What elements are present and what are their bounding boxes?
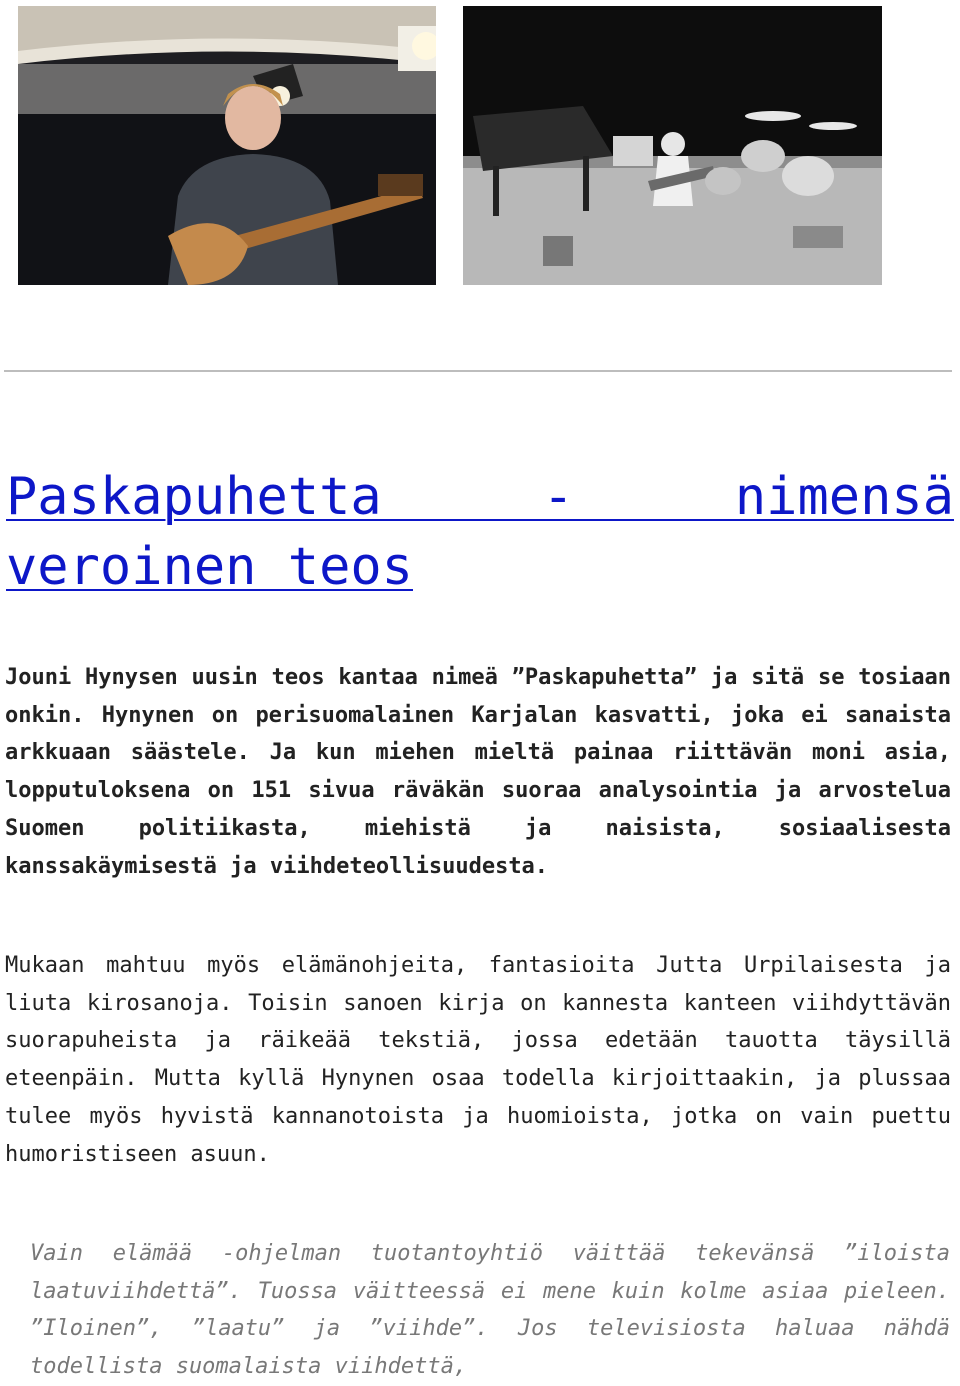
divider-rule: [4, 370, 952, 372]
article-title: [6, 462, 954, 602]
article-blockquote: Vain elämää -ohjelman tuotantoyhtiö väittää tekevänsä ”iloista laatuviihdettä”. Tuossa väitteessä ei mene kuin kolme asiaa pieleen. ”Iloinen”, ”laatu” ja ”viihde”. Jos televisiosta haluaa nähdä todellista suomalaista viihdettä,: [30, 1241, 950, 1380]
article-title-link[interactable]: Paskapuhetta - nimensä veroinen teos: [6, 467, 954, 597]
article-paragraph-lead: Jouni Hynysen uusin teos kantaa nimeä ”Paskapuhetta” ja sitä se tosiaan onkin. Hynynen on perisuomalainen Karjalan kasvatti, joka ei sanaista arkkuaan säästele. Ja kun miehen mieltä painaa riittävän moni asia, lopputuloksena on 151 sivua räväkän suoraa analysointia ja arvostelua Suomen politiikasta, miehistä ja naisista, sosiaalisesta kanssakäymisestä ja viihdeteollisuudesta.: [5, 665, 951, 879]
photo-guitarist-color: [18, 6, 436, 285]
article-paragraph: Mukaan mahtuu myös elämänohjeita, fantasioita Jutta Urpilaisesta ja liuta kirosanoja. Toisin sanoen kirja on kannesta kanteen viihdyttävän suorapuheista ja räikeää tekstiä, jossa edetään tauotta täysillä eteenpäin. Mutta kyllä Hynynen osaa todella kirjoittaakin, ja plussaa tulee myös hyvistä kannanotoista ja huomioista, jotka on vain puettu humoristiseen asuun.: [5, 953, 951, 1167]
photo-stage-bw: [463, 6, 882, 285]
